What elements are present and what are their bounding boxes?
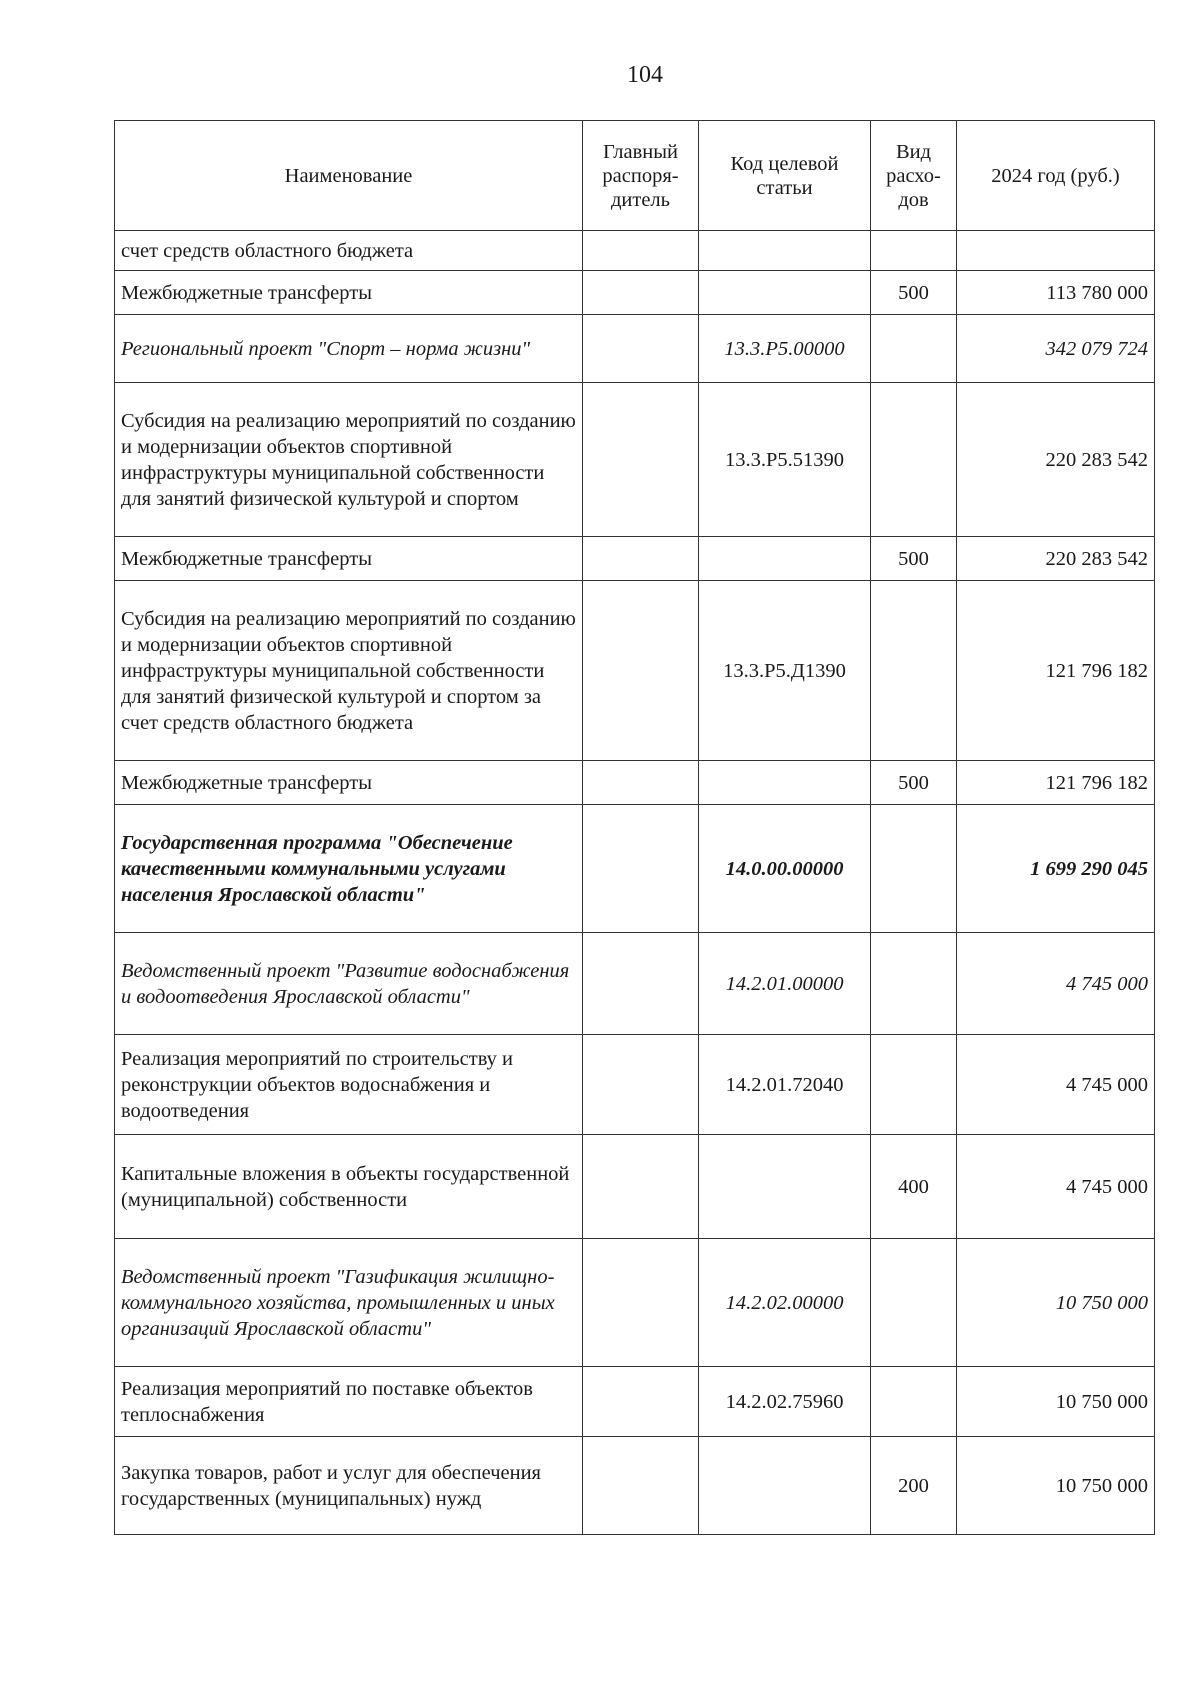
table-row — [115, 1239, 1155, 1367]
row-kind — [871, 1367, 957, 1437]
row-code: 14.2.02.00000 — [699, 1239, 871, 1367]
table-row — [115, 933, 1155, 1035]
row-name: Межбюджетные трансферты — [115, 537, 583, 581]
header-name: Наименование — [115, 121, 583, 231]
header-manager: Главный распоря-дитель — [583, 121, 699, 231]
row-code: 13.3.Р5.51390 — [699, 383, 871, 537]
table-row — [115, 231, 1155, 271]
row-name: Ведомственный проект "Газификация жилищно-коммунального хозяйства, промышленных и иных организаций Ярославской области" — [115, 1239, 583, 1367]
row-amount: 4 745 000 — [957, 1135, 1155, 1239]
row-kind — [871, 581, 957, 761]
row-amount: 220 283 542 — [957, 537, 1155, 581]
row-name: Межбюджетные трансферты — [115, 761, 583, 805]
row-manager — [583, 1035, 699, 1135]
table-row — [115, 581, 1155, 761]
row-amount: 121 796 182 — [957, 581, 1155, 761]
row-name: Субсидия на реализацию мероприятий по созданию и модернизации объектов спортивной инфраструктуры муниципальной собственности для занятий физической культурой и спортом за счет средств областного бюджета — [115, 581, 583, 761]
row-name: Субсидия на реализацию мероприятий по созданию и модернизации объектов спортивной инфраструктуры муниципальной собственности для занятий физической культурой и спортом — [115, 383, 583, 537]
row-kind: 400 — [871, 1135, 957, 1239]
row-code: 14.2.01.00000 — [699, 933, 871, 1035]
row-manager — [583, 537, 699, 581]
row-code — [699, 1135, 871, 1239]
row-kind: 500 — [871, 271, 957, 315]
row-kind — [871, 933, 957, 1035]
table-row — [115, 1135, 1155, 1239]
row-amount: 10 750 000 — [957, 1239, 1155, 1367]
row-name: Капитальные вложения в объекты государственной (муниципальной) собственности — [115, 1135, 583, 1239]
row-amount: 4 745 000 — [957, 933, 1155, 1035]
row-name: Региональный проект "Спорт – норма жизни" — [115, 315, 583, 383]
row-manager — [583, 933, 699, 1035]
row-code: 14.2.01.72040 — [699, 1035, 871, 1135]
row-code — [699, 761, 871, 805]
table-row — [115, 383, 1155, 537]
row-amount: 342 079 724 — [957, 315, 1155, 383]
row-name: Реализация мероприятий по строительству и реконструкции объектов водоснабжения и водоотведения — [115, 1035, 583, 1135]
table-row — [115, 1035, 1155, 1135]
row-kind: 200 — [871, 1437, 957, 1535]
row-kind — [871, 1239, 957, 1367]
row-code — [699, 537, 871, 581]
row-code — [699, 1437, 871, 1535]
header-kind: Вид расхо-дов — [871, 121, 957, 231]
row-amount: 220 283 542 — [957, 383, 1155, 537]
table-row — [115, 761, 1155, 805]
table-body — [115, 231, 1155, 1535]
row-name: Ведомственный проект "Развитие водоснабжения и водоотведения Ярославской области" — [115, 933, 583, 1035]
row-manager — [583, 1239, 699, 1367]
row-amount — [957, 231, 1155, 271]
row-code — [699, 231, 871, 271]
row-manager — [583, 761, 699, 805]
table-row — [115, 315, 1155, 383]
row-code: 13.3.Р5.00000 — [699, 315, 871, 383]
row-manager — [583, 1437, 699, 1535]
row-code: 14.2.02.75960 — [699, 1367, 871, 1437]
row-kind — [871, 231, 957, 271]
table-row — [115, 537, 1155, 581]
row-manager — [583, 271, 699, 315]
row-name: Межбюджетные трансферты — [115, 271, 583, 315]
row-kind — [871, 1035, 957, 1135]
table-row — [115, 1367, 1155, 1437]
row-manager — [583, 581, 699, 761]
row-amount: 121 796 182 — [957, 761, 1155, 805]
row-code: 13.3.Р5.Д1390 — [699, 581, 871, 761]
row-manager — [583, 1135, 699, 1239]
row-amount: 113 780 000 — [957, 271, 1155, 315]
row-kind — [871, 805, 957, 933]
row-amount: 10 750 000 — [957, 1437, 1155, 1535]
row-name: Реализация мероприятий по поставке объектов теплоснабжения — [115, 1367, 583, 1437]
row-kind: 500 — [871, 537, 957, 581]
row-kind — [871, 383, 957, 537]
row-manager — [583, 231, 699, 271]
row-manager — [583, 315, 699, 383]
table-row — [115, 805, 1155, 933]
row-kind: 500 — [871, 761, 957, 805]
row-kind — [871, 315, 957, 383]
row-manager — [583, 1367, 699, 1437]
row-amount: 10 750 000 — [957, 1367, 1155, 1437]
row-amount: 4 745 000 — [957, 1035, 1155, 1135]
page-number: 104 — [627, 62, 663, 88]
row-manager — [583, 805, 699, 933]
row-name: Закупка товаров, работ и услуг для обеспечения государственных (муниципальных) нужд — [115, 1437, 583, 1535]
table-row — [115, 1437, 1155, 1535]
header-code: Код целевой статьи — [699, 121, 871, 231]
header-amount: 2024 год (руб.) — [957, 121, 1155, 231]
row-code — [699, 271, 871, 315]
table-row — [115, 271, 1155, 315]
budget-table — [114, 120, 1155, 1535]
row-name: Государственная программа "Обеспечение качественными коммунальными услугами населения Ярославской области" — [115, 805, 583, 933]
row-manager — [583, 383, 699, 537]
table-header-row — [115, 121, 1155, 231]
row-name: счет средств областного бюджета — [115, 231, 583, 271]
row-amount: 1 699 290 045 — [957, 805, 1155, 933]
row-code: 14.0.00.00000 — [699, 805, 871, 933]
